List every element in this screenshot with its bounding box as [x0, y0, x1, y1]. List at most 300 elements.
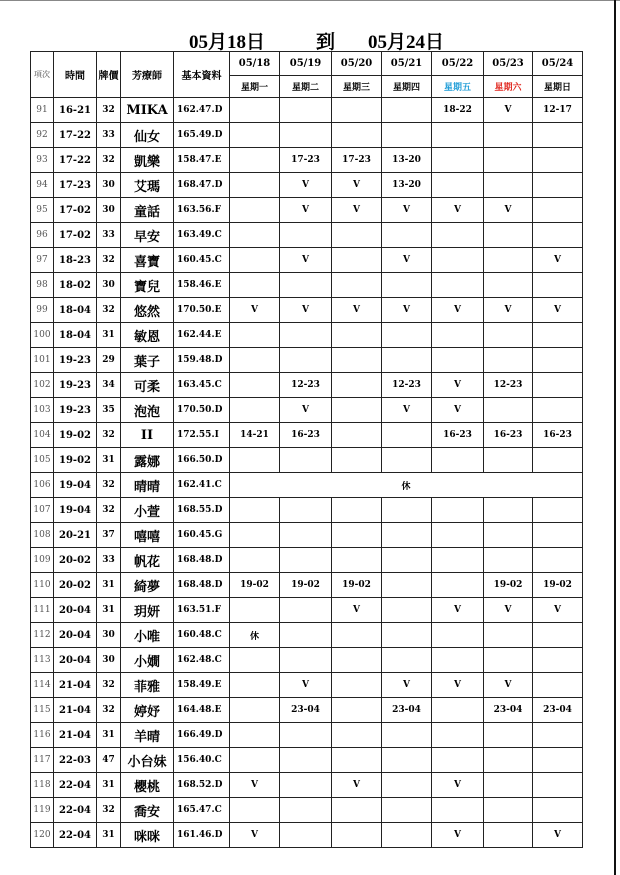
row-day-cell	[332, 448, 382, 473]
row-therapist-name: 敏恩	[121, 323, 174, 348]
row-day-cell	[382, 798, 432, 823]
row-day-cell	[382, 823, 432, 848]
header-weekday-saturday: 星期六	[484, 76, 533, 98]
row-day-cell	[332, 373, 382, 398]
row-day-cell: V	[533, 823, 583, 848]
row-therapist-name: 嘻嘻	[121, 523, 174, 548]
row-price: 29	[97, 348, 121, 373]
row-day-cell: 12-17	[533, 98, 583, 123]
row-time: 20-04	[54, 623, 97, 648]
row-day-cell: 23-04	[533, 698, 583, 723]
row-day-cell	[332, 648, 382, 673]
row-price: 35	[97, 398, 121, 423]
row-day-cell: V	[484, 598, 533, 623]
row-time: 21-04	[54, 673, 97, 698]
row-day-cell	[332, 823, 382, 848]
row-day-cell	[280, 648, 332, 673]
row-info: 163.49.C	[174, 223, 230, 248]
row-therapist-name: 小台妹	[121, 748, 174, 773]
row-therapist-name: 小萱	[121, 498, 174, 523]
table-row	[31, 473, 583, 498]
header-index: 項次	[31, 52, 54, 98]
row-day-cell	[382, 648, 432, 673]
table-row	[31, 298, 583, 323]
row-day-cell	[280, 448, 332, 473]
row-index: 101	[31, 348, 54, 373]
row-therapist-name: 泡泡	[121, 398, 174, 423]
row-therapist-name: 小唯	[121, 623, 174, 648]
row-price: 30	[97, 623, 121, 648]
row-day-cell: V	[280, 298, 332, 323]
row-day-cell	[533, 373, 583, 398]
row-day-cell	[332, 423, 382, 448]
row-day-cell	[280, 773, 332, 798]
row-day-cell	[332, 498, 382, 523]
row-price: 33	[97, 123, 121, 148]
table-row	[31, 323, 583, 348]
row-day-cell: V	[332, 298, 382, 323]
header-date: 05/22	[432, 52, 484, 76]
row-index: 119	[31, 798, 54, 823]
header-date: 05/23	[484, 52, 533, 76]
row-day-cell	[484, 123, 533, 148]
row-day-cell	[230, 173, 280, 198]
row-index: 93	[31, 148, 54, 173]
row-day-cell	[332, 623, 382, 648]
row-time: 19-23	[54, 348, 97, 373]
table-row	[31, 648, 583, 673]
row-info: 166.49.D	[174, 723, 230, 748]
row-price: 32	[97, 248, 121, 273]
row-day-cell	[280, 623, 332, 648]
row-day-cell	[382, 548, 432, 573]
row-day-cell	[382, 98, 432, 123]
row-time: 19-02	[54, 448, 97, 473]
row-day-cell: V	[533, 298, 583, 323]
row-day-cell	[280, 548, 332, 573]
row-info: 161.46.D	[174, 823, 230, 848]
row-time: 18-04	[54, 298, 97, 323]
row-price: 31	[97, 448, 121, 473]
row-day-cell	[230, 548, 280, 573]
row-therapist-name: 童話	[121, 198, 174, 223]
row-time: 22-04	[54, 823, 97, 848]
row-info: 168.52.D	[174, 773, 230, 798]
row-day-cell	[533, 798, 583, 823]
row-price: 37	[97, 523, 121, 548]
row-info: 162.47.D	[174, 98, 230, 123]
row-day-cell	[382, 623, 432, 648]
row-day-cell	[280, 798, 332, 823]
row-day-cell: V	[280, 248, 332, 273]
row-day-cell: 23-04	[280, 698, 332, 723]
row-info: 168.47.D	[174, 173, 230, 198]
row-info: 163.51.F	[174, 598, 230, 623]
row-price: 30	[97, 648, 121, 673]
table-row	[31, 448, 583, 473]
row-index: 118	[31, 773, 54, 798]
row-day-cell	[280, 123, 332, 148]
row-day-cell	[280, 223, 332, 248]
row-therapist-name: 咪咪	[121, 823, 174, 848]
table-row	[31, 548, 583, 573]
table-row	[31, 498, 583, 523]
page-top-border	[0, 0, 620, 1]
row-index: 91	[31, 98, 54, 123]
header-weekday: 星期三	[332, 76, 382, 98]
row-day-cell	[332, 523, 382, 548]
row-day-cell	[533, 523, 583, 548]
row-day-cell	[230, 498, 280, 523]
row-day-cell	[280, 273, 332, 298]
row-info: 162.44.E	[174, 323, 230, 348]
row-index: 99	[31, 298, 54, 323]
row-day-cell	[230, 248, 280, 273]
header-weekday-friday: 星期五	[432, 76, 484, 98]
header-price: 牌價	[97, 52, 121, 98]
row-info: 160.45.C	[174, 248, 230, 273]
row-day-cell	[533, 223, 583, 248]
row-therapist-name: 葉子	[121, 348, 174, 373]
row-day-cell	[230, 698, 280, 723]
row-day-cell	[332, 348, 382, 373]
row-day-cell: V	[432, 373, 484, 398]
row-day-cell	[382, 573, 432, 598]
row-day-cell	[230, 748, 280, 773]
row-day-cell: V	[432, 823, 484, 848]
row-index: 113	[31, 648, 54, 673]
header-date: 05/18	[230, 52, 280, 76]
row-price: 32	[97, 148, 121, 173]
row-rest-week: 休	[230, 473, 583, 498]
row-day-cell: V	[332, 773, 382, 798]
row-day-cell	[533, 723, 583, 748]
table-row	[31, 723, 583, 748]
row-time: 19-04	[54, 498, 97, 523]
row-day-cell	[533, 773, 583, 798]
table-row	[31, 698, 583, 723]
row-info: 162.48.C	[174, 648, 230, 673]
row-time: 22-04	[54, 798, 97, 823]
row-day-cell: V	[432, 598, 484, 623]
row-price: 31	[97, 723, 121, 748]
row-day-cell	[484, 148, 533, 173]
row-day-cell	[280, 348, 332, 373]
row-price: 31	[97, 323, 121, 348]
row-time: 16-21	[54, 98, 97, 123]
row-index: 92	[31, 123, 54, 148]
row-day-cell: V	[432, 198, 484, 223]
row-price: 32	[97, 98, 121, 123]
row-day-cell	[432, 498, 484, 523]
row-time: 19-04	[54, 473, 97, 498]
row-day-cell	[230, 723, 280, 748]
row-day-cell	[230, 398, 280, 423]
table-row	[31, 673, 583, 698]
row-day-cell	[484, 273, 533, 298]
row-day-cell	[332, 723, 382, 748]
row-day-cell	[382, 773, 432, 798]
row-price: 30	[97, 173, 121, 198]
row-day-cell: V	[432, 398, 484, 423]
row-day-cell	[432, 573, 484, 598]
row-day-cell: 23-04	[484, 698, 533, 723]
row-price: 32	[97, 673, 121, 698]
row-index: 120	[31, 823, 54, 848]
row-day-cell	[230, 598, 280, 623]
row-info: 159.48.D	[174, 348, 230, 373]
row-day-cell	[332, 223, 382, 248]
row-day-cell: V	[382, 298, 432, 323]
row-time: 19-02	[54, 423, 97, 448]
row-index: 106	[31, 473, 54, 498]
row-day-cell	[432, 223, 484, 248]
table-row	[31, 123, 583, 148]
title-to: 到	[316, 32, 336, 53]
schedule-table	[30, 51, 583, 848]
row-day-cell	[432, 323, 484, 348]
table-row	[31, 148, 583, 173]
row-day-cell	[230, 98, 280, 123]
row-day-cell: 19-02	[230, 573, 280, 598]
row-day-cell	[533, 173, 583, 198]
row-day-cell	[382, 423, 432, 448]
row-day-cell	[230, 123, 280, 148]
row-day-cell	[484, 223, 533, 248]
row-info: 168.55.D	[174, 498, 230, 523]
row-day-cell	[332, 698, 382, 723]
row-day-cell: V	[280, 398, 332, 423]
row-price: 32	[97, 498, 121, 523]
row-day-cell: 17-23	[332, 148, 382, 173]
row-day-cell	[280, 748, 332, 773]
row-therapist-name: 晴晴	[121, 473, 174, 498]
table-row	[31, 823, 583, 848]
row-therapist-name: 凱樂	[121, 148, 174, 173]
row-info: 170.50.E	[174, 298, 230, 323]
row-info: 163.45.C	[174, 373, 230, 398]
row-day-cell	[484, 623, 533, 648]
row-day-cell	[332, 798, 382, 823]
header-time: 時間	[54, 52, 97, 98]
row-day-cell	[382, 748, 432, 773]
row-day-cell: V	[484, 198, 533, 223]
row-day-cell	[280, 523, 332, 548]
row-time: 22-03	[54, 748, 97, 773]
row-day-cell	[230, 673, 280, 698]
row-day-cell	[230, 648, 280, 673]
row-day-cell	[533, 148, 583, 173]
row-info: 156.40.C	[174, 748, 230, 773]
row-time: 20-04	[54, 598, 97, 623]
row-day-cell	[332, 398, 382, 423]
row-day-cell	[332, 673, 382, 698]
row-day-cell	[230, 798, 280, 823]
row-day-cell	[432, 173, 484, 198]
row-day-cell: V	[484, 298, 533, 323]
header-info: 基本資料	[174, 52, 230, 98]
row-day-cell: V	[230, 773, 280, 798]
row-price: 32	[97, 798, 121, 823]
row-therapist-name: 羊晴	[121, 723, 174, 748]
row-index: 108	[31, 523, 54, 548]
row-day-cell	[382, 723, 432, 748]
row-price: 32	[97, 423, 121, 448]
row-day-cell	[230, 323, 280, 348]
row-index: 114	[31, 673, 54, 698]
row-day-cell	[280, 723, 332, 748]
row-index: 115	[31, 698, 54, 723]
row-time: 17-02	[54, 223, 97, 248]
row-index: 103	[31, 398, 54, 423]
row-day-cell	[332, 548, 382, 573]
header-date: 05/20	[332, 52, 382, 76]
row-day-cell	[484, 823, 533, 848]
row-index: 95	[31, 198, 54, 223]
row-day-cell: V	[230, 823, 280, 848]
row-day-cell	[484, 548, 533, 573]
table-row	[31, 423, 583, 448]
row-therapist-name: 露娜	[121, 448, 174, 473]
row-day-cell	[533, 648, 583, 673]
row-day-cell: 12-23	[382, 373, 432, 398]
table-row	[31, 173, 583, 198]
row-day-cell: V	[332, 598, 382, 623]
row-index: 111	[31, 598, 54, 623]
row-day-cell	[230, 148, 280, 173]
row-day-cell	[432, 698, 484, 723]
row-therapist-name: 菲雅	[121, 673, 174, 698]
row-day-cell	[280, 823, 332, 848]
row-day-cell	[432, 123, 484, 148]
row-day-cell: V	[432, 773, 484, 798]
table-row	[31, 273, 583, 298]
row-day-cell	[280, 98, 332, 123]
row-time: 19-23	[54, 373, 97, 398]
header-date: 05/24	[533, 52, 583, 76]
row-day-cell	[230, 523, 280, 548]
row-day-cell: V	[432, 298, 484, 323]
row-price: 30	[97, 198, 121, 223]
row-day-cell: 13-20	[382, 173, 432, 198]
row-day-cell: V	[280, 673, 332, 698]
row-info: 158.47.E	[174, 148, 230, 173]
row-day-cell: 12-23	[280, 373, 332, 398]
row-day-cell	[484, 773, 533, 798]
row-day-cell: V	[280, 173, 332, 198]
row-day-cell	[432, 798, 484, 823]
row-time: 17-02	[54, 198, 97, 223]
row-info: 162.41.C	[174, 473, 230, 498]
row-price: 32	[97, 298, 121, 323]
row-day-cell	[484, 723, 533, 748]
row-index: 98	[31, 273, 54, 298]
row-price: 32	[97, 698, 121, 723]
row-index: 100	[31, 323, 54, 348]
row-therapist-name: 喜寶	[121, 248, 174, 273]
row-day-cell	[533, 398, 583, 423]
row-time: 20-02	[54, 573, 97, 598]
row-day-cell	[533, 323, 583, 348]
table-row	[31, 798, 583, 823]
header-weekday: 星期四	[382, 76, 432, 98]
row-therapist-name: 可柔	[121, 373, 174, 398]
row-day-cell	[382, 523, 432, 548]
row-therapist-name: 艾瑪	[121, 173, 174, 198]
row-day-cell: 17-23	[280, 148, 332, 173]
row-info: 168.48.D	[174, 548, 230, 573]
row-day-cell	[484, 398, 533, 423]
row-therapist-name: 仙女	[121, 123, 174, 148]
row-price: 47	[97, 748, 121, 773]
row-info: 163.56.F	[174, 198, 230, 223]
table-row	[31, 598, 583, 623]
schedule-title	[0, 27, 620, 51]
row-day-cell	[332, 273, 382, 298]
row-therapist-name: 綺夢	[121, 573, 174, 598]
row-info: 165.47.C	[174, 798, 230, 823]
row-day-cell: V	[332, 198, 382, 223]
row-info: 172.55.I	[174, 423, 230, 448]
row-day-cell	[230, 373, 280, 398]
row-day-cell: 23-04	[382, 698, 432, 723]
row-time: 17-22	[54, 123, 97, 148]
row-day-cell: 14-21	[230, 423, 280, 448]
row-day-cell	[533, 748, 583, 773]
row-price: 33	[97, 548, 121, 573]
row-day-cell: 19-02	[280, 573, 332, 598]
row-index: 96	[31, 223, 54, 248]
row-time: 22-04	[54, 773, 97, 798]
row-day-cell	[332, 98, 382, 123]
row-therapist-name: MIKA	[121, 98, 174, 123]
row-day-cell	[533, 348, 583, 373]
row-day-cell	[484, 348, 533, 373]
row-info: 165.49.D	[174, 123, 230, 148]
row-info: 164.48.E	[174, 698, 230, 723]
row-therapist-name: 寶兒	[121, 273, 174, 298]
row-time: 19-23	[54, 398, 97, 423]
row-price: 31	[97, 823, 121, 848]
row-day-cell: 16-23	[280, 423, 332, 448]
row-day-cell	[484, 498, 533, 523]
table-row	[31, 98, 583, 123]
row-therapist-name: 悠然	[121, 298, 174, 323]
table-row	[31, 373, 583, 398]
row-therapist-name: 早安	[121, 223, 174, 248]
row-time: 20-21	[54, 523, 97, 548]
row-day-cell	[484, 173, 533, 198]
row-index: 104	[31, 423, 54, 448]
row-day-cell	[432, 748, 484, 773]
row-day-cell	[382, 348, 432, 373]
row-price: 31	[97, 598, 121, 623]
row-index: 116	[31, 723, 54, 748]
row-day-cell: V	[432, 673, 484, 698]
row-day-cell: 18-22	[432, 98, 484, 123]
table-row	[31, 348, 583, 373]
header-therapist: 芳療師	[121, 52, 174, 98]
row-day-cell	[280, 598, 332, 623]
row-index: 112	[31, 623, 54, 648]
row-day-cell	[432, 448, 484, 473]
row-day-cell	[382, 323, 432, 348]
row-time: 17-23	[54, 173, 97, 198]
table-row	[31, 398, 583, 423]
row-info: 158.46.E	[174, 273, 230, 298]
row-day-cell	[382, 223, 432, 248]
row-day-cell	[484, 323, 533, 348]
